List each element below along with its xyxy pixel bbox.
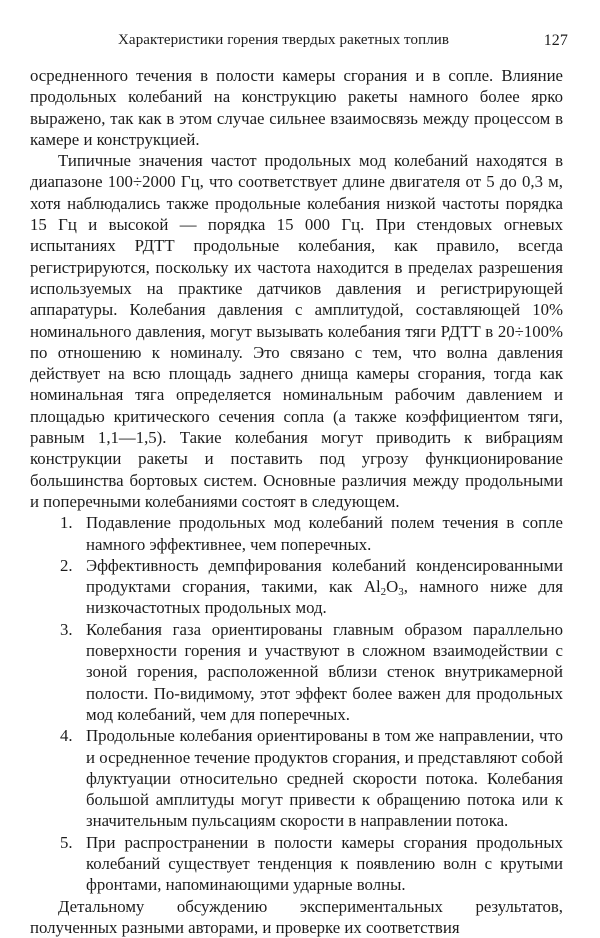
list-item-number: 1. [60, 513, 73, 533]
list-item [30, 555, 563, 619]
subscript: 3 [398, 586, 404, 599]
list-item [30, 619, 563, 725]
list-item [30, 725, 563, 831]
paragraph-continuation: осредненного течения в полости камеры сгорания и в сопле. Влияние продольных колебаний на конструкцию ракеты намного более ярко выражено, так как в этом случае сильнее взаимосвязь между процессом в камере и конструкцией. [30, 66, 563, 149]
paragraph-frequencies: Типичные значения частот продольных мод колебаний находятся в диапазоне 100÷2000 Гц, что соответствует длине двигателя от 5 до 0,3 м, хотя наблюдались также продольные колебания низкой частоты порядка 15 Гц и высокой — порядка 15 000 Гц. При стендовых огневых испытаниях РДТТ продольные колебания, как правило, всегда регистрируются, поскольку их частота находится в пределах разрешения используемых на практике датчиков давления и регистрирующей аппаратуры. Колебания давления с амплитудой, составляющей 10% номинального давления, могут вызывать колебания тяги РДТТ в 20÷100% по отношению к номиналу. Это связано с тем, что волна давления действует на всю площадь заднего днища камеры сгорания, тогда как номинальная тяга определяется номинальным рабочим давлением и площадью критического сечения сопла (а также коэффициентом тяги, равным 1,1—1,5). Такие колебания могут приводить к вибрациям конструкции ракеты и поставить под угрозу функционирование большинства бортовых систем. Основные различия между продольными и поперечными колебаниями состоят в следующем. [30, 151, 563, 511]
list-item-text: Эффективность демпфирования колебаний конденсированными продуктами сгорания, такими, как $Al_2O_3$, намного ниже для низкочастотных продольных мод. [86, 555, 563, 618]
list-item-number: 2. [60, 555, 73, 575]
paragraph-discussion: Детальному обсуждению экспериментальных результатов, полученных разными авторами, и проверке их соответствия [30, 896, 563, 937]
list-item-text: Подавление продольных мод колебаний полем течения в сопле намного эффективнее, чем поперечных. [86, 513, 563, 554]
list-item-number: 4. [60, 726, 73, 746]
list-item [30, 832, 563, 896]
list-item-text: Колебания газа ориентированы главным образом параллельно поверхности горения и участвуют в сложном взаимодействии с зоной горения, расположенной вблизи стенок внутрикамерной полости. По-видимому, этот эффект более важен для продольных мод колебаний, чем для поперечных. [86, 619, 563, 724]
page-number: 127 [543, 32, 568, 49]
list-item [30, 512, 563, 555]
running-title: Характеристики горения твердых ракетных топлив [118, 32, 450, 48]
differences-list [30, 512, 563, 895]
page-body [30, 65, 563, 938]
page-header [118, 32, 568, 54]
subscript: 2 [380, 586, 387, 599]
list-item-number: 5. [60, 832, 73, 852]
list-item-text: Продольные колебания ориентированы в том же направлении, что и осредненное течение продуктов сгорания, и представляют собой флуктуации относительно средней скорости потока. Колебания большой амплитуды могут привести к обращению потока или к значительным пульсациям скорости в направлении потока. [86, 726, 563, 831]
list-item-text: При распространении в полости камеры сгорания продольных колебаний существует тенденция к появлению волн с крутыми фронтами, напоминающими ударные волны. [86, 832, 563, 895]
list-item-number: 3. [60, 619, 73, 639]
